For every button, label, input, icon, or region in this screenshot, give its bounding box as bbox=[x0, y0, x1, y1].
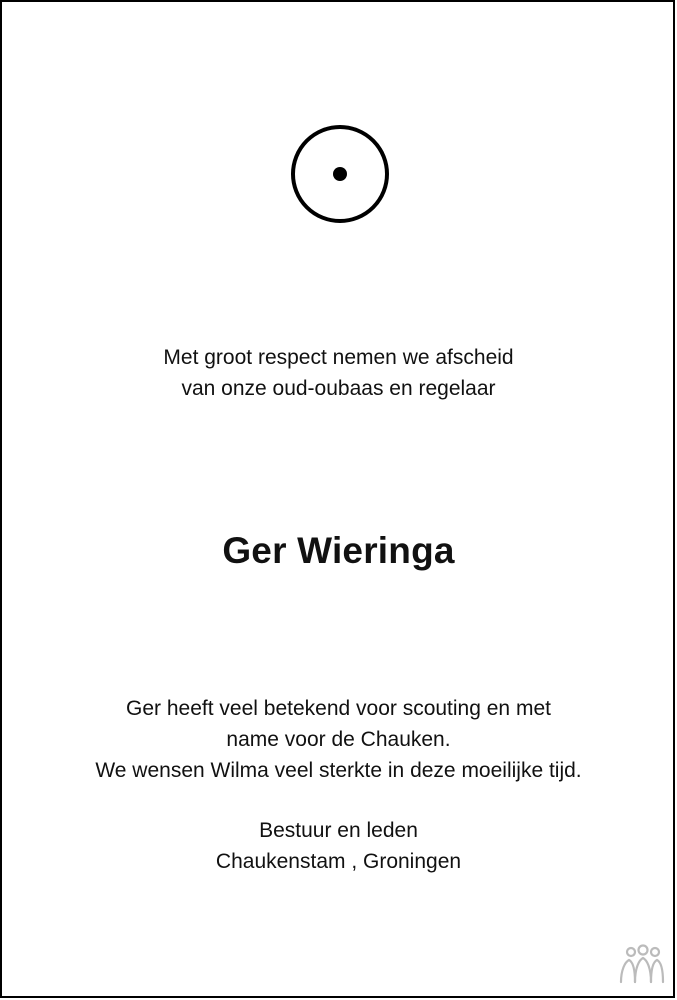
circled-dot-icon bbox=[290, 124, 390, 224]
message-line: Ger heeft veel betekend voor scouting en met bbox=[126, 697, 551, 720]
message-line: name voor de Chauken. bbox=[226, 728, 451, 751]
signature bbox=[0, 815, 677, 877]
signature-line: Chaukenstam , Groningen bbox=[215, 850, 462, 873]
deceased-name: Ger Wieringa bbox=[222, 530, 455, 571]
intro-line: van onze oud-oubaas en regelaar bbox=[181, 377, 496, 400]
intro-text bbox=[0, 342, 677, 404]
message-line: We wensen Wilma veel sterkte in deze moeilijke tijd. bbox=[95, 759, 582, 782]
people-group-icon bbox=[617, 944, 665, 984]
message-text bbox=[0, 693, 677, 786]
intro-line: Met groot respect nemen we afscheid bbox=[163, 346, 514, 369]
signature-line: Bestuur en leden bbox=[259, 819, 418, 842]
